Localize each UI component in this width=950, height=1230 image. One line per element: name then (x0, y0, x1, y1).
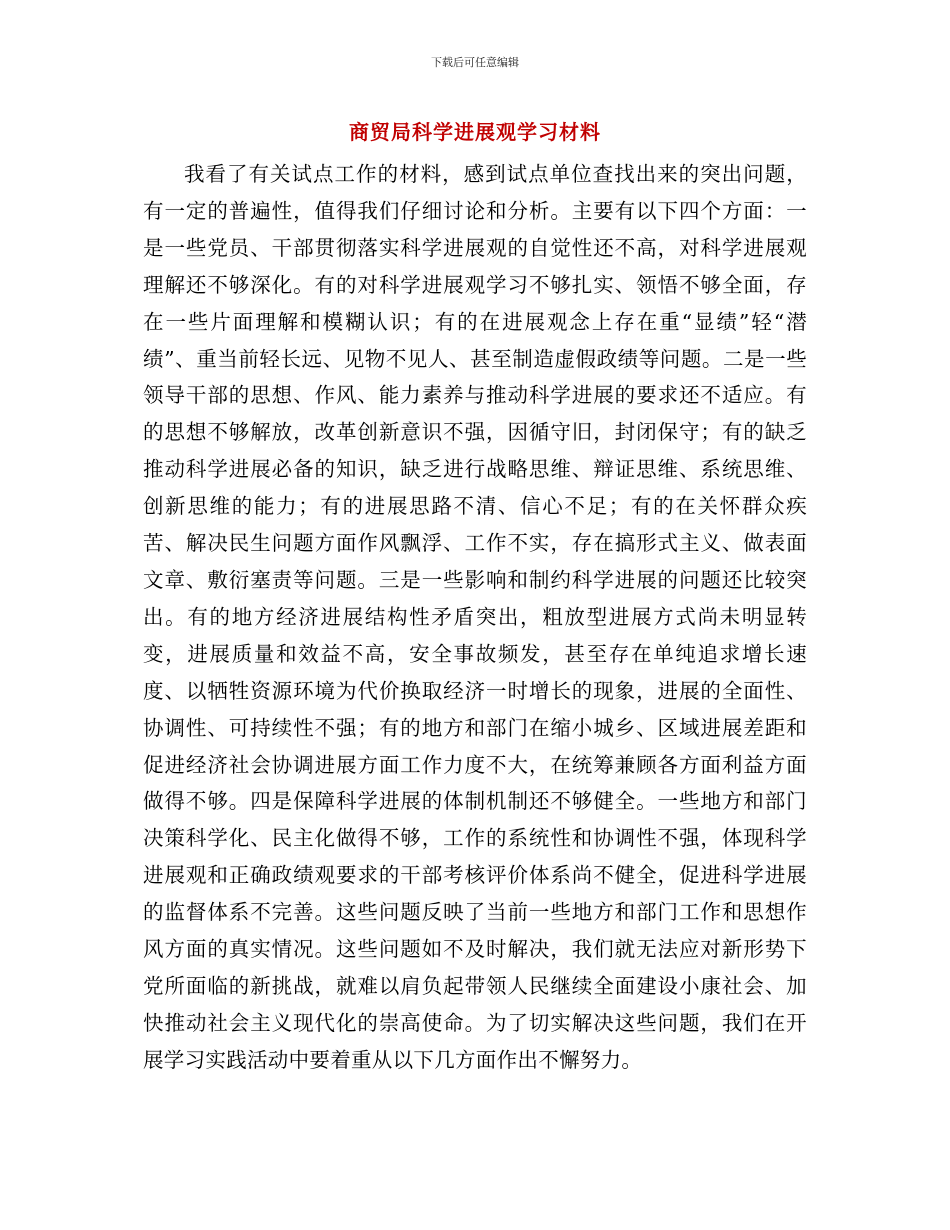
header-note: 下载后可任意编辑 (431, 56, 519, 69)
body-paragraph: 我看了有关试点工作的材料，感到试点单位查找出来的突出问题，有一定的普遍性，值得我们仔细讨论和分析。主要有以下四个方面：一是一些党员、干部贯彻落实科学进展观的自觉性还不高，对科学进展观理解还不够深化。有的对科学进展观学习不够扎实、领悟不够全面，存在一些片面理解和模糊认识；有的在进展观念上存在重“显绩”轻“潜绩”、重当前轻长远、见物不见人、甚至制造虚假政绩等问题。二是一些领导干部的思想、作风、能力素养与推动科学进展的要求还不适应。有的思想不够解放，改革创新意识不强，因循守旧，封闭保守；有的缺乏推动科学进展必备的知识，缺乏进行战略思维、辩证思维、系统思维、创新思维的能力；有的进展思路不清、信心不足；有的在关怀群众疾苦、解决民生问题方面作风飘浮、工作不实，存在搞形式主义、做表面文章、敷衍塞责等问题。三是一些影响和制约科学进展的问题还比较突出。有的地方经济进展结构性矛盾突出，粗放型进展方式尚未明显转变，进展质量和效益不高，安全事故频发，甚至存在单纯追求增长速度、以牺牲资源环境为代价换取经济一时增长的现象，进展的全面性、协调性、可持续性不强；有的地方和部门在缩小城乡、区域进展差距和促进经济社会协调进展方面工作力度不大，在统筹兼顾各方面利益方面做得不够。四是保障科学进展的体制机制还不够健全。一些地方和部门决策科学化、民主化做得不够，工作的系统性和协调性不强，体现科学进展观和正确政绩观要求的干部考核评价体系尚不健全，促进科学进展的监督体系不完善。这些问题反映了当前一些地方和部门工作和思想作风方面的真实情况。这些问题如不及时解决，我们就无法应对新形势下党所面临的新挑战，就难以肩负起带领人民继续全面建设小康社会、加快推动社会主义现代化的崇高使命。为了切实解决这些问题，我们在开展学习实践活动中要着重从以下几方面作出不懈努力。 (143, 162, 807, 1072)
document-title: 商贸局科学进展观学习材料 (349, 120, 601, 144)
